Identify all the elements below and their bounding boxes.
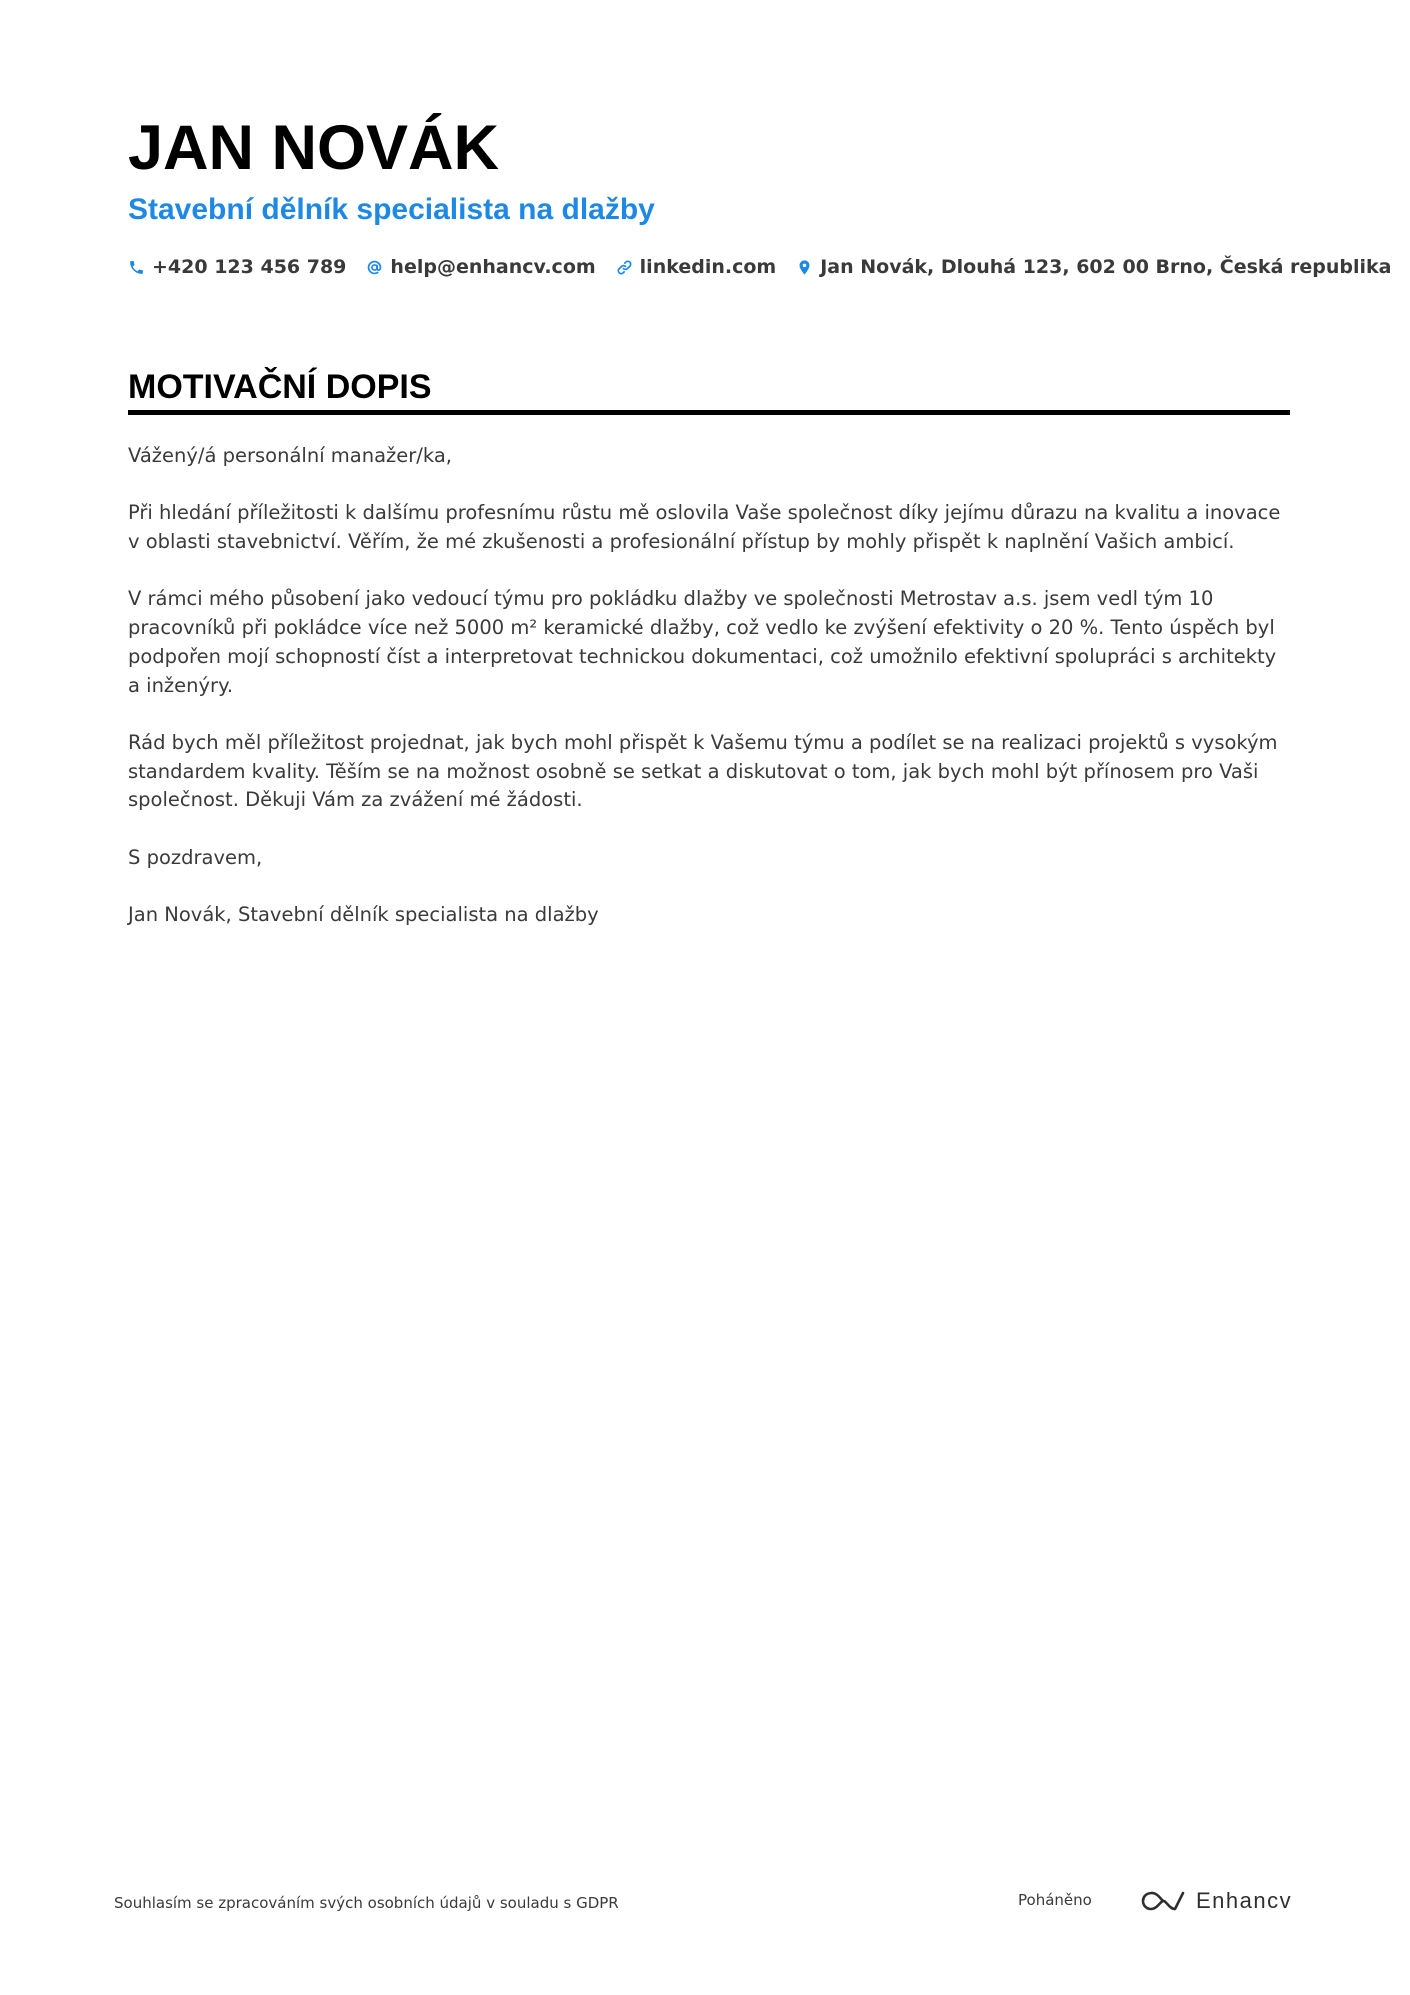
- enhancv-logo[interactable]: [1140, 1886, 1292, 1916]
- at-icon: [366, 259, 383, 276]
- phone-number: +420 123 456 789: [152, 256, 347, 278]
- applicant-role: Stavební dělník specialista na dlažby: [128, 193, 655, 226]
- brand-name: Enhancv: [1196, 1888, 1293, 1913]
- contact-email[interactable]: [366, 256, 595, 278]
- linkedin-url: linkedin.com: [639, 256, 777, 278]
- link-icon: [616, 259, 633, 276]
- letter-paragraph: Při hledání příležitosti k dalšímu profesnímu růstu mě oslovila Vaše společnost díky jejímu důrazu na kvalitu a inovace v oblasti stavebnictví. Věřím, že mé zkušenosti a profesionální přístup by mohly přispět k naplnění Vašich ambicí.: [128, 501, 1281, 554]
- gdpr-consent: Souhlasím se zpracováním svých osobních údajů v souladu s GDPR: [114, 1894, 619, 1912]
- location-pin-icon: [796, 259, 813, 276]
- contact-bar: [128, 254, 1391, 280]
- enhancv-logo-icon: [1140, 1888, 1186, 1914]
- letter-signature: Jan Novák, Stavební dělník specialista na dlažby: [128, 903, 599, 927]
- contact-phone[interactable]: [128, 256, 346, 278]
- letter-salutation: Vážený/á personální manažer/ka,: [128, 444, 452, 467]
- powered-by-label: Poháněno: [1018, 1891, 1092, 1909]
- section-title: MOTIVAČNÍ DOPIS: [128, 368, 432, 406]
- contact-linkedin[interactable]: [616, 256, 777, 278]
- postal-address: Jan Novák, Dlouhá 123, 602 00 Brno, Česká republika: [820, 256, 1392, 278]
- phone-icon: [128, 259, 145, 276]
- applicant-name: JAN NOVÁK: [128, 113, 500, 183]
- section-divider: [128, 410, 1290, 415]
- email-address: help@enhancv.com: [390, 256, 596, 278]
- letter-body: [128, 442, 1293, 959]
- letter-paragraph: V rámci mého působení jako vedoucí týmu pro pokládku dlažby ve společnosti Metrostav a.s. jsem vedl tým 10 pracovníků při pokládce více než 5000 m² keramické dlažby, což vedlo ke zvýšení efektivity o 20 %. Tento úspěch byl podpořen mojí schopností číst a interpretovat technickou dokumentaci, což umožnilo efektivní spolupráci s architekty a inženýry.: [128, 587, 1277, 697]
- letter-closing: S pozdravem,: [128, 845, 263, 869]
- contact-address: [796, 256, 1391, 278]
- letter-paragraph: Rád bych měl příležitost projednat, jak bych mohl přispět k Vašemu týmu a podílet se na realizaci projektů s vysokým standardem kvality. Těším se na možnost osobně se setkat a diskutovat o tom, jak bych mohl být přínosem pro Vaši společnost. Děkuji Vám za zvážení mé žádosti.: [128, 730, 1278, 812]
